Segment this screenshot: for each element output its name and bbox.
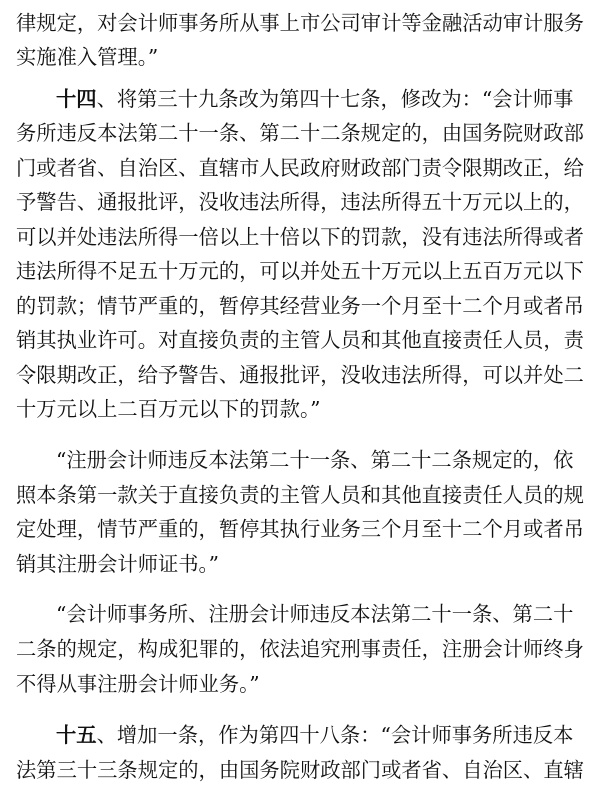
text-line: 十万元以上二百万元以下的罚款。” bbox=[16, 397, 321, 421]
text-line: 令限期改正，给予警告、通报批评，没收违法所得，可以并处二 bbox=[16, 363, 584, 387]
paragraph-15-text: 、增加一条，作为第四十八条：“会计师事务所违反本 bbox=[96, 723, 574, 747]
text-line: “注册会计师违反本法第二十一条、第二十二条规定的，依 bbox=[56, 448, 574, 472]
text-line: 门或者省、自治区、直辖市人民政府财政部门责令限期改正，给 bbox=[16, 156, 584, 180]
text-line: 予警告、通报批评，没收违法所得，违法所得五十万元以上的， bbox=[16, 190, 584, 214]
text-line: 照本条第一款关于直接负责的主管人员和其他直接责任人员的规 bbox=[16, 483, 584, 507]
text-line: 不得从事注册会计师业务。” bbox=[16, 672, 260, 696]
text-line: 违法所得不足五十万元的，可以并处五十万元以上五百万元以下 bbox=[16, 259, 584, 283]
text-line: 销其注册会计师证书。” bbox=[16, 552, 220, 576]
text-line: 法第三十三条规定的，由国务院财政部门或者省、自治区、直辖 bbox=[16, 758, 584, 782]
text-line: 二条的规定，构成犯罪的，依法追究刑事责任，注册会计师终身 bbox=[16, 637, 584, 661]
section-heading-15: 十五 bbox=[56, 723, 97, 747]
text-line: 实施准入管理。” bbox=[16, 45, 159, 69]
text-line: “会计师事务所、注册会计师违反本法第二十一条、第二十 bbox=[56, 602, 574, 626]
text-line: 的罚款；情节严重的，暂停其经营业务一个月至十二个月或者吊 bbox=[16, 294, 584, 318]
text-line: 销其执业许可。对直接负责的主管人员和其他直接责任人员，责 bbox=[16, 328, 584, 352]
paragraph-14-first-line bbox=[56, 82, 600, 116]
text-line: 务所违反本法第二十一条、第二十二条规定的，由国务院财政部 bbox=[16, 121, 584, 145]
text-line: 可以并处违法所得一倍以上十倍以下的罚款，没有违法所得或者 bbox=[16, 225, 584, 249]
paragraph-15-first-line bbox=[56, 718, 600, 752]
text-line: 律规定，对会计师事务所从事上市公司审计等金融活动审计服务 bbox=[16, 11, 584, 35]
section-heading-14: 十四 bbox=[56, 87, 97, 111]
paragraph-14-text: 、将第三十九条改为第四十七条，修改为：“会计师事 bbox=[96, 87, 574, 111]
text-line: 定处理，情节严重的，暂停其执行业务三个月至十二个月或者吊 bbox=[16, 517, 584, 541]
